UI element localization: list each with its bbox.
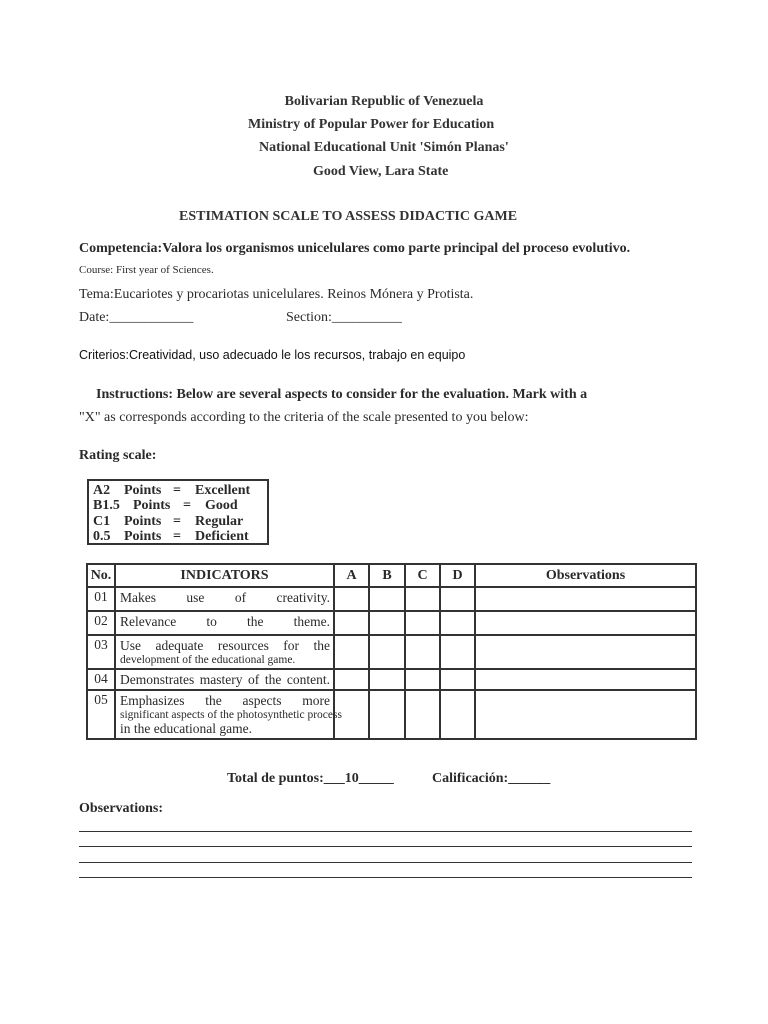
rating-value: B1.5 <box>93 498 120 514</box>
header-line-4: Good View, Lara State <box>313 164 449 179</box>
instructions-line-2: "X" as corresponds according to the criteria of the scale presented to you below: <box>79 410 529 425</box>
mark-cell-c[interactable] <box>405 587 440 611</box>
total-points: Total de puntos:___10_____ <box>227 771 394 786</box>
rating-unit: Points <box>133 498 171 514</box>
table-row <box>87 587 696 611</box>
observation-line[interactable] <box>79 846 692 847</box>
header-a: A <box>334 564 369 587</box>
observation-cell[interactable] <box>475 587 696 611</box>
rating-scale-box <box>87 479 269 545</box>
indicator-text: in the educational game. <box>120 721 252 736</box>
indicator-text: significant aspects of the photosynthetic process <box>120 709 342 721</box>
observation-cell[interactable] <box>475 669 696 690</box>
mark-cell-d[interactable] <box>440 611 475 635</box>
table-row <box>87 611 696 635</box>
rating-label: Good <box>205 498 238 514</box>
indicators-table <box>86 563 697 740</box>
indicator-cell <box>115 669 334 690</box>
indicator-text: Demonstrates mastery of the content. <box>120 672 330 687</box>
indicator-text: Use adequate resources for the <box>120 638 330 653</box>
indicator-cell <box>115 690 342 739</box>
row-number: 05 <box>87 690 115 739</box>
observation-cell[interactable] <box>475 690 696 739</box>
mark-cell-d[interactable] <box>440 690 475 739</box>
rating-label: Excellent <box>195 483 251 498</box>
header-d: D <box>440 564 475 587</box>
indicator-text: Emphasizes the aspects more <box>120 693 330 708</box>
rating-value: 0.5 <box>93 529 111 545</box>
rating-value: A2 <box>93 483 111 498</box>
mark-cell-a[interactable] <box>334 669 369 690</box>
mark-cell-b[interactable] <box>369 690 405 739</box>
indicator-cell <box>115 587 334 611</box>
rating-scale-label: Rating scale: <box>79 448 157 463</box>
date-field: Date:____________ <box>79 310 194 325</box>
header-c: C <box>405 564 440 587</box>
mark-cell-c[interactable] <box>405 635 440 669</box>
observation-cell[interactable] <box>475 635 696 669</box>
criterios-text: Criterios:Creatividad, uso adecuado le los recursos, trabajo en equipo <box>79 348 466 362</box>
header-no: No. <box>87 564 115 587</box>
instructions-line-1: Instructions: Below are several aspects to consider for the evaluation. Mark with a <box>96 387 588 402</box>
header-observations: Observations <box>475 564 696 587</box>
observation-line[interactable] <box>79 831 692 832</box>
mark-cell-c[interactable] <box>405 611 440 635</box>
rating-unit: Points <box>124 483 162 498</box>
rating-row <box>93 498 267 513</box>
section-field: Section:__________ <box>286 310 402 325</box>
table-row <box>87 669 696 690</box>
header-line-1: Bolivarian Republic of Venezuela <box>284 94 484 109</box>
rating-equals: = <box>173 529 181 545</box>
mark-cell-b[interactable] <box>369 587 405 611</box>
mark-cell-d[interactable] <box>440 669 475 690</box>
mark-cell-d[interactable] <box>440 587 475 611</box>
indicator-text: Relevance to the theme. <box>120 614 330 629</box>
rating-row <box>93 483 267 498</box>
header-line-3: National Educational Unit 'Simón Planas' <box>259 140 509 155</box>
tema-text: Tema:Eucariotes y procariotas unicelulares. Reinos Mónera y Protista. <box>79 287 474 302</box>
mark-cell-a[interactable] <box>334 587 369 611</box>
mark-cell-c[interactable] <box>405 669 440 690</box>
indicator-cell <box>115 635 334 669</box>
row-number: 04 <box>87 669 115 690</box>
table-header-row <box>87 564 696 587</box>
rating-row <box>93 514 267 529</box>
row-number: 02 <box>87 611 115 635</box>
indicator-text: Makes use of creativity. <box>120 590 330 605</box>
rating-equals: = <box>183 498 191 514</box>
header-indicators: INDICATORS <box>115 564 334 587</box>
header-b: B <box>369 564 405 587</box>
row-number: 01 <box>87 587 115 611</box>
observation-cell[interactable] <box>475 611 696 635</box>
course-text: Course: First year of Sciences. <box>79 264 214 276</box>
table-row <box>87 690 696 739</box>
calificacion-field: Calificación:______ <box>432 771 551 786</box>
mark-cell-b[interactable] <box>369 635 405 669</box>
table-row <box>87 635 696 669</box>
observation-line[interactable] <box>79 877 692 878</box>
observations-label: Observations: <box>79 801 163 816</box>
mark-cell-c[interactable] <box>405 690 440 739</box>
mark-cell-b[interactable] <box>369 669 405 690</box>
indicator-text: development of the educational game. <box>120 654 296 666</box>
mark-cell-a[interactable] <box>334 611 369 635</box>
indicator-cell <box>115 611 334 635</box>
row-number: 03 <box>87 635 115 669</box>
rating-label: Deficient <box>195 529 249 545</box>
observation-line[interactable] <box>79 862 692 863</box>
rating-equals: = <box>173 483 181 498</box>
mark-cell-d[interactable] <box>440 635 475 669</box>
rating-row <box>93 529 267 544</box>
competencia-text: Competencia:Valora los organismos unicelulares como parte principal del proceso evolutivo. <box>79 241 631 256</box>
rating-equals: = <box>173 513 181 529</box>
mark-cell-a[interactable] <box>334 635 369 669</box>
rating-unit: Points <box>124 513 162 529</box>
mark-cell-b[interactable] <box>369 611 405 635</box>
rating-value: C1 <box>93 513 111 529</box>
rating-unit: Points <box>124 529 162 545</box>
document-title: ESTIMATION SCALE TO ASSESS DIDACTIC GAME <box>179 209 518 224</box>
header-line-2: Ministry of Popular Power for Education <box>248 117 495 132</box>
rating-label: Regular <box>195 513 244 529</box>
